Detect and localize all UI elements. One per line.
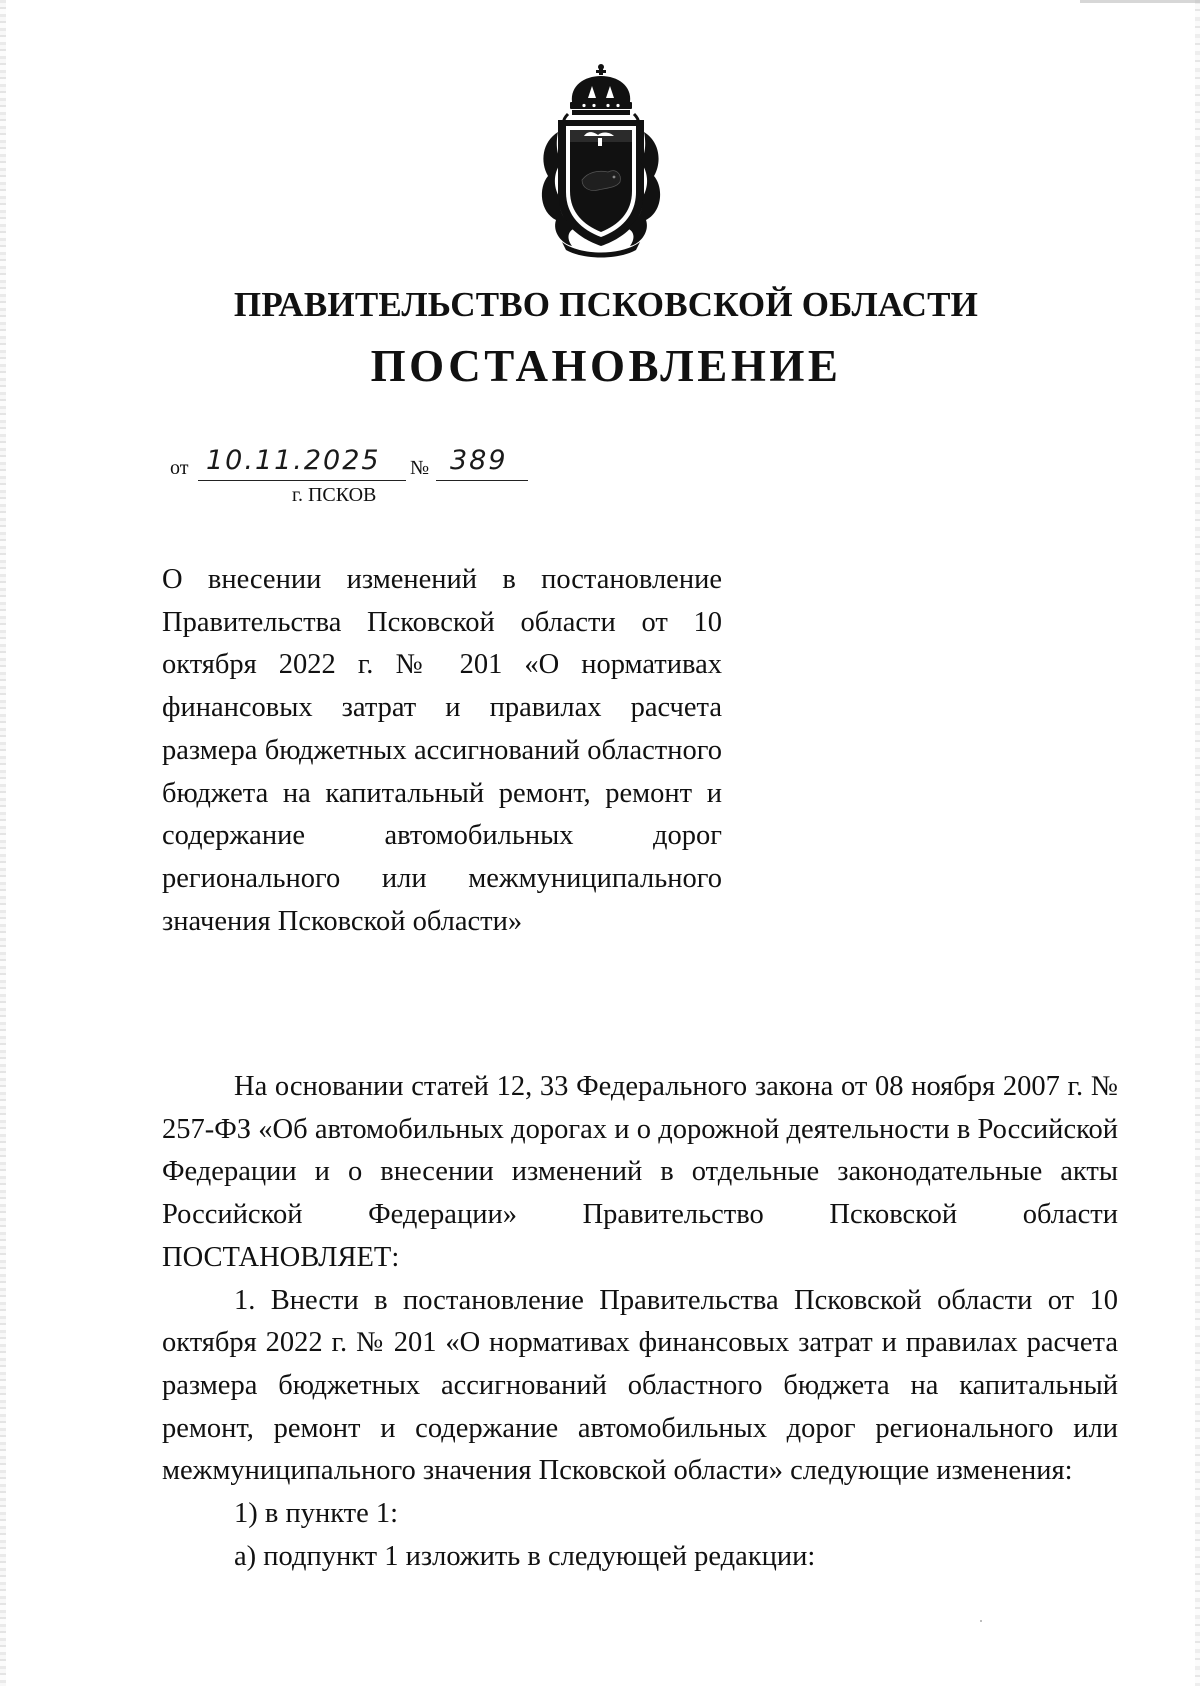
- number-underline: [436, 480, 528, 481]
- scan-edge-top: [1080, 0, 1200, 3]
- date-underline: [198, 480, 406, 481]
- scan-edge-left: [0, 0, 6, 1686]
- preamble-paragraph: На основании статей 12, 33 Федерального закона от 08 ноября 2007 г. № 257-ФЗ «Об автомобильных дорогах и о дорожной деятельности в Российской Федерации и о внесении изменений в отдельные законодательные акты Российской Федерации» Правительство Псковской области ПОСТАНОВЛЯЕТ:: [162, 1071, 1118, 1273]
- document-date-number: [170, 445, 530, 511]
- item-1-paragraph: 1. Внести в постановление Правительства Псковской области от 10 октября 2022 г. № 201 «О нормативах финансовых затрат и правилах расчета размера бюджетных ассигнований областного бюджета на капитальный ремонт, ремонт и содержание автомобильных дорог регионального или межмуниципального значения Псковской области» следующие изменения:: [162, 1284, 1118, 1487]
- scan-speck: [980, 1620, 982, 1622]
- document-type: ПОСТАНОВЛЕНИЕ: [370, 341, 842, 391]
- scan-edge-right: [1195, 0, 1200, 1686]
- date-prefix: от: [170, 457, 189, 479]
- document-subject: О внесении изменений в постановление Правительства Псковской области от 10 октября 2022 г. № 201 «О нормативах финансовых затрат и правилах расчета размера бюджетных ассигнований областного бюджета на капитальный ремонт, ремонт и содержание автомобильных дорог регионального или межмуниципального значения Псковской области»: [162, 564, 722, 937]
- document-body: [162, 1066, 1118, 1578]
- subitem-1-paragraph: 1) в пункте 1:: [234, 1498, 399, 1530]
- number-prefix: №: [410, 457, 430, 479]
- coat-of-arms-icon: [532, 62, 670, 258]
- handwritten-number: 389: [450, 445, 508, 476]
- handwritten-date: 10.11.2025: [206, 445, 381, 476]
- organization-title: ПРАВИТЕЛЬСТВО ПСКОВСКОЙ ОБЛАСТИ: [233, 285, 979, 324]
- subitem-1a-paragraph: а) подпункт 1 изложить в следующей редакции:: [234, 1540, 816, 1572]
- city: г. ПСКОВ: [292, 484, 377, 506]
